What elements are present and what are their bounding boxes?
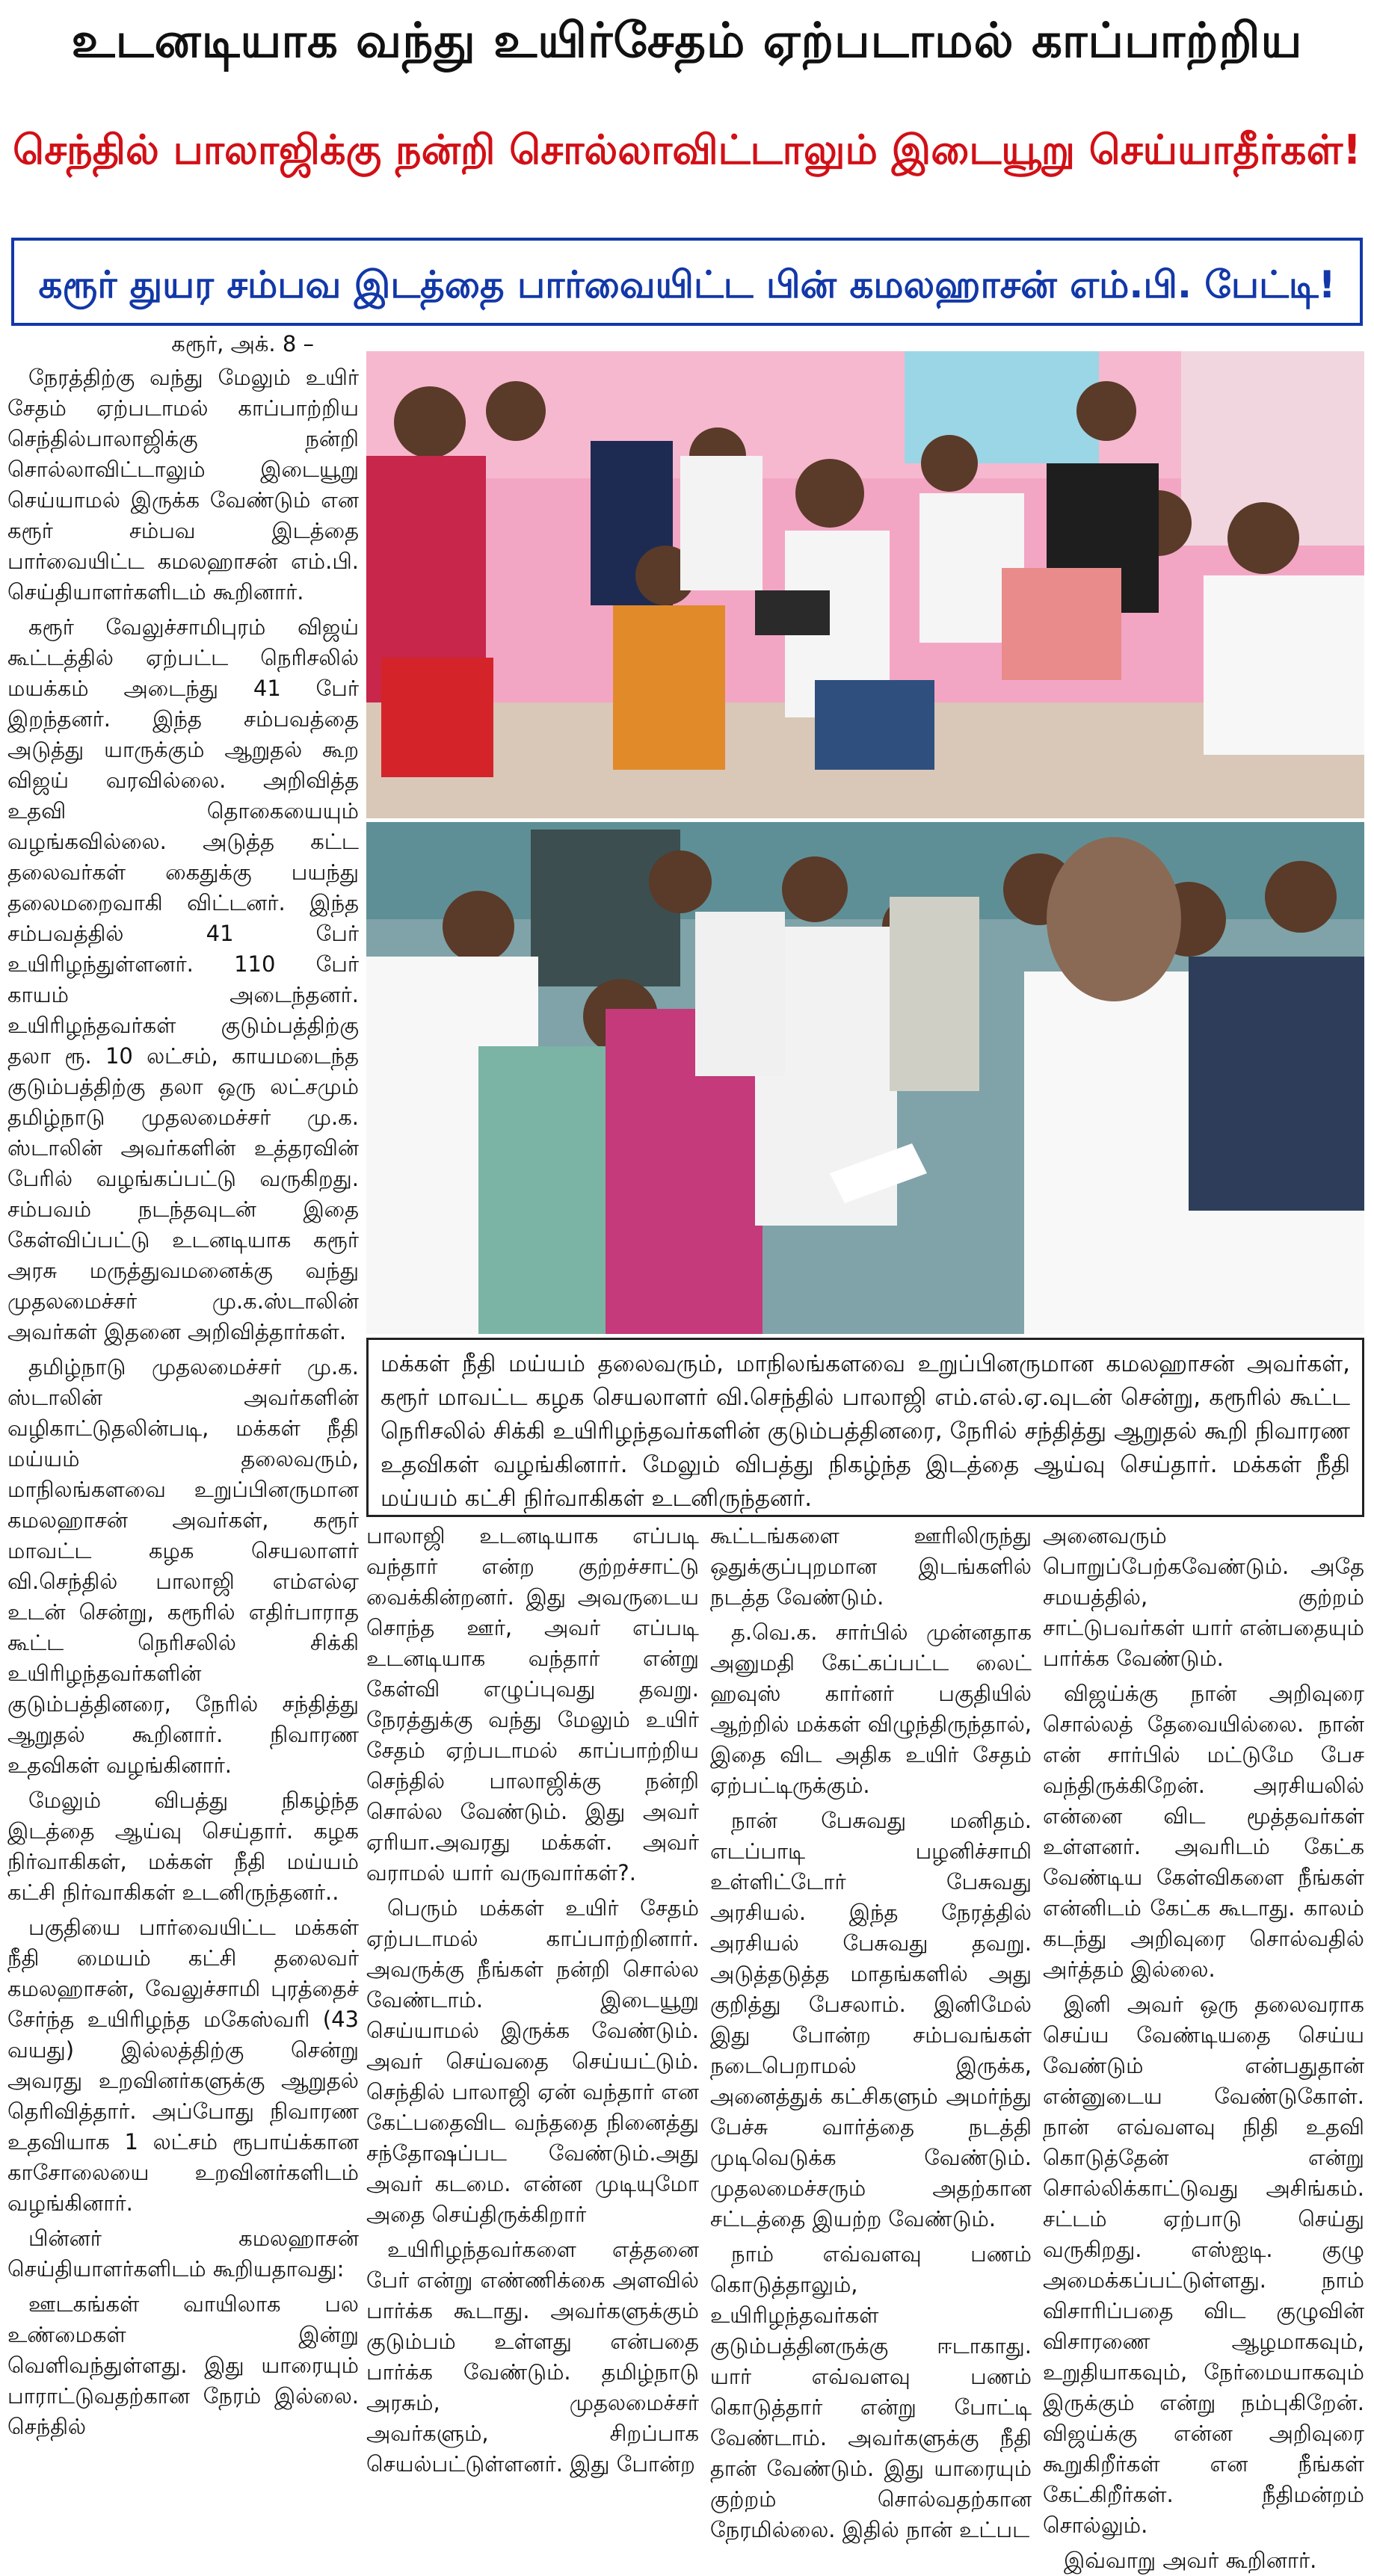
dateline: கரூர், அக். 8 –: [171, 331, 314, 356]
photo-caption: மக்கள் நீதி மய்யம் தலைவரும், மாநிலங்களவை உறுப்பினருமான கமலஹாசன் அவர்கள், கரூர் மாவட்ட கழக செயலாளர் வி.செந்தில் பாலாஜி எம்.எல்.ஏ.வுடன் சென்று, கரூரில் கூட்ட நெரிசலில் சிக்கி உயிரிழந்தவர்களின் குடும்பத்தினரை, நேரில் சந்தித்து ஆறுதல் கூறி நிவாரண உதவிகள் வழங்கினார். மேலும் விபத்து நிகழ்ந்த இடத்தை ஆய்வு செய்தார். மக்கள் நீதி மய்யம் கட்சி நிர்வாகிகள் உடனிருந்தனர்.: [366, 1338, 1364, 1517]
paragraph: இவ்வாறு அவர் கூறினார்.: [1064, 2548, 1317, 2573]
paragraph: உயிரிழந்தவர்களை எத்தனை பேர் என்று எண்ணிக்கை அளவில் பார்க்க கூடாது. அவர்களுக்கும் குடும்பம் உள்ளது என்பதை பார்க்க வேண்டும். தமிழ்நாடு அரசும், முதலமைச்சர் அவர்களும், சிறப்பாக செயல்பட்டுள்ளனர். இது போன்ற: [366, 2237, 699, 2477]
paragraph: கூட்டங்களை ஊரிலிருந்து ஒதுக்குப்புறமான இடங்களில் நடத்த வேண்டும்.: [710, 1523, 1032, 1610]
paragraph: பின்னர் கமலஹாசன் செய்தியாளர்களிடம் கூறியதாவது:: [7, 2226, 359, 2282]
headline-kicker: உடனடியாக வந்து உயிர்சேதம் ஏற்படாமல் காப்பாற்றிய: [71, 13, 1303, 69]
subheadline-box: கரூர் துயர சம்பவ இடத்தை பார்வையிட்ட பின் கமலஹாசன் எம்.பி. பேட்டி!: [11, 238, 1363, 326]
article-column-3: [710, 1521, 1032, 2542]
paragraph: பெரும் மக்கள் உயிர் சேதம் ஏற்படாமல் காப்பாற்றினார். அவருக்கு நீங்கள் நன்றி சொல்ல வேண்டாம். இடையூறு செய்யாமல் இருக்க வேண்டும். அவர் செய்வதை செய்யட்டும். செந்தில் பாலாஜி ஏன் வந்தார் என கேட்பதைவிட வந்ததை நினைத்து சந்தோஷப்பட வேண்டும்.அது அவர் கடமை. என்ன முடியுமோ அதை செய்திருக்கிறார்: [366, 1895, 699, 2227]
paragraph: பகுதியை பார்வையிட்ட மக்கள் நீதி மையம் கட்சி தலைவர் கமலஹாசன், வேலுச்சாமி புரத்தைச் சேர்ந்த உயிரிழந்த மகேஸ்வரி (43 வயது) இல்லத்திற்கு சென்று அவரது உறவினர்களுக்கு ஆறுதல் தெரிவித்தார். அப்போது நிவாரண உதவியாக 1 லட்சம் ரூபாய்க்கான காசோலையை உறவினர்களிடம் வழங்கினார்.: [7, 1915, 359, 2216]
paragraph: நாம் எவ்வளவு பணம் கொடுத்தாலும், உயிரிழந்தவர்கள் குடும்பத்தினருக்கு ஈடாகாது. யார் எவ்வளவு பணம் கொடுத்தார் என்று போட்டி வேண்டாம். அவர்களுக்கு நீதி தான் வேண்டும். இது யாரையும் குற்றம் சொல்வதற்கான நேரமில்லை. இதில் நான் உட்பட: [710, 2241, 1032, 2542]
article-column-1: [7, 329, 359, 2481]
paragraph: தமிழ்நாடு முதலமைச்சர் மு.க. ஸ்டாலின் அவர்களின் வழிகாட்டுதலின்படி, மக்கள் நீதி மய்யம் தலைவரும், மாநிலங்களவை உறுப்பினருமான கமலஹாசன் அவர்கள், கரூர் மாவட்ட கழக செயலாளர் வி.செந்தில் பாலாஜி எம்எல்ஏ உடன் சென்று, கரூரில் எதிர்பாராத கூட்ட நெரிசலில் சிக்கி உயிரிழந்தவர்களின் குடும்பத்தினரை, நேரில் சந்தித்து ஆறுதல் கூறினார். நிவாரண உதவிகள் வழங்கினார்.: [7, 1354, 359, 1778]
paragraph: விஜய்க்கு நான் அறிவுரை சொல்லத் தேவையில்லை. நான் என் சார்பில் மட்டுமே பேச வந்திருக்கிறேன். அரசியலில் என்னை விட மூத்தவர்கள் உள்ளனர். அவரிடம் கேட்க வேண்டிய கேள்விகளை நீங்கள் என்னிடம் கேட்க கூடாது. காலம் கடந்து அறிவுரை சொல்வதில் அர்த்தம் இல்லை.: [1043, 1681, 1364, 1982]
article-column-2: [366, 1521, 699, 2485]
paragraph: நான் பேசுவது மனிதம். எடப்பாடி பழனிச்சாமி உள்ளிட்டோர் பேசுவது அரசியல். இந்த நேரத்தில் அரசியல் பேசுவது தவறு. அடுத்தடுத்த மாதங்களில் அது குறித்து பேசலாம். இனிமேல் இது போன்ற சம்பவங்கள் நடைபெறாமல் இருக்க, அனைத்துக் கட்சிகளும் அமர்ந்து பேச்சு வார்த்தை நடத்தி முடிவெடுக்க வேண்டும். முதலமைச்சரும் அதற்கான சட்டத்தை இயற்ற வேண்டும்.: [710, 1808, 1032, 2231]
paragraph: நேரத்திற்கு வந்து மேலும் உயிர் சேதம் ஏற்படாமல் காப்பாற்றிய செந்தில்பாலாஜிக்கு நன்றி சொல்லாவிட்டாலும் இடையூறு செய்யாமல் இருக்க வேண்டும் என கரூர் சம்பவ இடத்தை பார்வையிட்ட கமலஹாசன் எம்.பி. செய்தியாளர்களிடம் கூறினார்.: [7, 365, 359, 605]
paragraph: மேலும் விபத்து நிகழ்ந்த இடத்தை ஆய்வு செய்தார். கழக நிர்வாகிகள், மக்கள் நீதி மய்யம் கட்சி நிர்வாகிகள் உடனிருந்தனர்..: [7, 1788, 359, 1905]
paragraph: ஊடகங்கள் வாயிலாக பல உண்மைகள் இன்று வெளிவந்துள்ளது. இது யாரையும் பாராட்டுவதற்கான நேரம் இல்லை. செந்தில்: [7, 2291, 359, 2439]
article-column-4: [1043, 1521, 1364, 2573]
news-photo-2: [366, 822, 1364, 1334]
news-photo-1: [366, 351, 1364, 818]
paragraph: அனைவரும் பொறுப்பேற்கவேண்டும். அதே சமயத்தில், குற்றம் சாட்டுபவர்கள் யார் என்பதையும் பார்க்க வேண்டும்.: [1043, 1523, 1364, 1671]
paragraph: பாலாஜி உடனடியாக எப்படி வந்தார் என்ற குற்றச்சாட்டு வைக்கின்றனர். இது அவருடைய சொந்த ஊர், அவர் எப்படி உடனடியாக வந்தார் என்று கேள்வி எழுப்புவது தவறு. நேரத்துக்கு வந்து மேலும் உயிர் சேதம் ஏற்படாமல் காப்பாற்றிய செந்தில் பாலாஜிக்கு நன்றி சொல்ல வேண்டும். இது அவர் ஏரியா.அவரது மக்கள். அவர் வராமல் யார் வருவார்கள்?.: [366, 1523, 699, 1885]
paragraph: த.வெ.க. சார்பில் முன்னதாக அனுமதி கேட்கப்பட்ட லைட் ஹவுஸ் கார்னர் பகுதியில் ஆற்றில் மக்கள் விழுந்திருந்தால், இதை விட அதிக உயிர் சேதம் ஏற்பட்டிருக்கும்.: [710, 1619, 1032, 1798]
paragraph: கரூர் வேலுச்சாமிபுரம் விஜய் கூட்டத்தில் ஏற்பட்ட நெரிசலில் மயக்கம் அடைந்து 41 பேர் இறந்தனர். இந்த சம்பவத்தை அடுத்து யாருக்கும் ஆறுதல் கூற விஜய் வரவில்லை. அறிவித்த உதவி தொகையையும் வழங்கவில்லை. அடுத்த கட்ட தலைவர்கள் கைதுக்கு பயந்து தலைமறைவாகி விட்டனர். இந்த சம்பவத்தில் 41 பேர் உயிரிழந்துள்ளனர். 110 பேர் காயம் அடைந்தனர். உயிரிழந்தவர்கள் குடும்பத்திற்கு தலா ரூ. 10 லட்சம், காயமடைந்த குடும்பத்திற்கு தலா ஒரு லட்சமும் தமிழ்நாடு முதலமைச்சர் மு.க. ஸ்டாலின் அவர்களின் உத்தரவின் பேரில் வழங்கப்பட்டு வருகிறது. சம்பவம் நடந்தவுடன் இதை கேள்விப்பட்டு உடனடியாக கரூர் அரசு மருத்துவமனைக்கு வந்து முதலமைச்சர் மு.க.ஸ்டாலின் அவர்கள் இதனை அறிவித்தார்கள்.: [7, 614, 359, 1344]
paragraph: இனி அவர் ஒரு தலைவராக செய்ய வேண்டியதை செய்ய வேண்டும் என்பதுதான் என்னுடைய வேண்டுகோள். நான் எவ்வளவு நிதி உதவி கொடுத்தேன் என்று சொல்லிக்காட்டுவது அசிங்கம். சட்டம் ஏற்பாடு செய்து வருகிறது. எஸ்ஐடி. குழு அமைக்கப்பட்டுள்ளது. நாம் விசாரிப்பதை விட குழுவின் விசாரணை ஆழமாகவும், உறுதியாகவும், நேர்மையாகவும் இருக்கும் என்று நம்புகிறேன். விஜய்க்கு என்ன அறிவுரை கூறுகிறீர்கள் என நீங்கள் கேட்கிறீர்கள். நீதிமன்றம் சொல்லும்.: [1043, 1992, 1364, 2538]
headline-main: செந்தில் பாலாஜிக்கு நன்றி சொல்லாவிட்டாலும் இடையூறு செய்யாதீர்கள்!: [13, 126, 1361, 173]
